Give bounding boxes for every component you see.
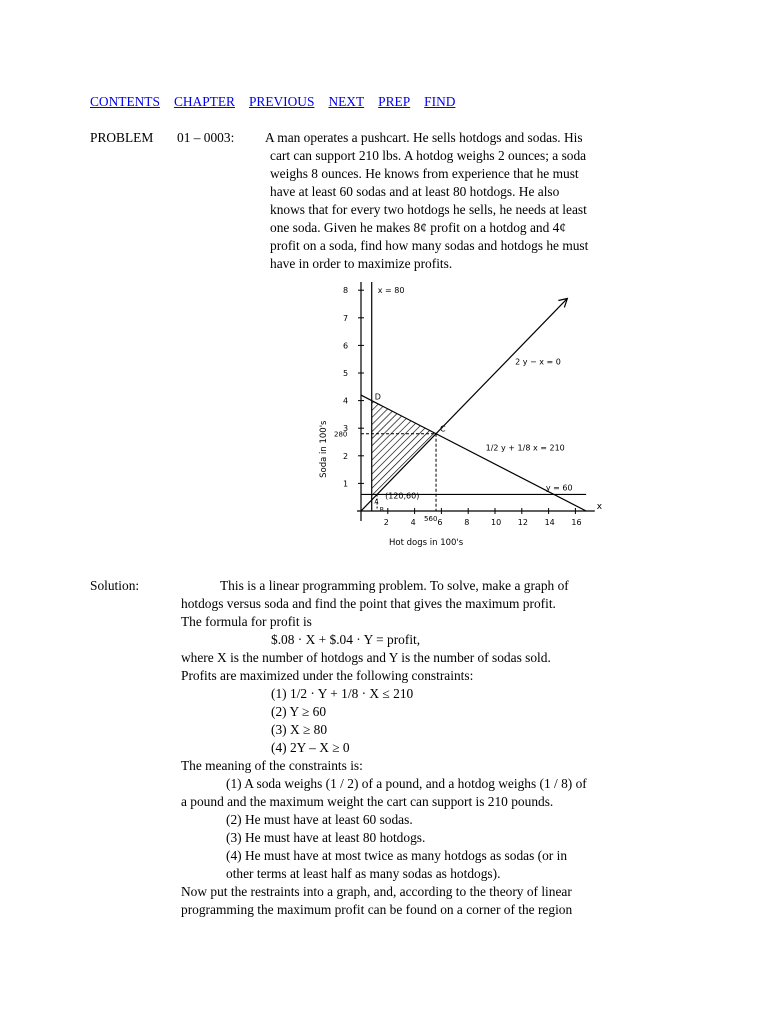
problem-line: knows that for every two hotdogs he sells, he needs at least: [270, 202, 587, 217]
y-tick-label: 8: [343, 286, 349, 296]
constraint-graph: [316, 282, 606, 562]
constraint-item: (3) X ≥ 80: [271, 722, 328, 737]
y-tick-label: 5: [343, 369, 349, 378]
meaning-line: a pound and the maximum weight the cart can support is 210 pounds.: [181, 794, 554, 809]
x-tick-label: 2: [383, 518, 389, 527]
label-weight: 1/2 y + 1/8 x = 210: [485, 443, 565, 453]
problem-line: have in order to maximize profits.: [270, 256, 453, 271]
solution-line: where X is the number of hotdogs and Y is the number of sodas sold.: [181, 650, 551, 665]
meaning-label: The meaning of the constraints is:: [181, 758, 363, 773]
nav-chapter-link[interactable]: CHAPTER: [173, 94, 235, 109]
constraint-item: (4) 2Y – X ≥ 0: [271, 740, 350, 755]
problem-number: 01 – 0003:: [177, 130, 235, 145]
problem-line: A man operates a pushcart. He sells hotdogs and sodas. His: [265, 130, 583, 145]
meaning-line: (3) He must have at least 80 hotdogs.: [226, 830, 426, 845]
meaning-line: (4) He must have at most twice as many hotdogs as sodas (or in: [226, 848, 568, 863]
closing-line: Now put the restraints into a graph, and, according to the theory of linear: [181, 884, 572, 899]
y-axis-title: Soda in 100's: [319, 420, 329, 478]
solution-label: Solution:: [90, 578, 140, 593]
constraint-item: (1) 1/2 · Y + 1/8 · X ≤ 210: [271, 686, 414, 701]
y-tick-label: 6: [343, 341, 349, 351]
x-tick-label: 6: [437, 518, 443, 527]
point-120-60-label: (120,60): [385, 491, 420, 501]
x-tick-label: 10: [491, 518, 502, 527]
nav-bar: [90, 94, 455, 110]
nav-find-link[interactable]: FIND: [424, 94, 456, 109]
point-D-label: D: [374, 392, 381, 402]
y-tick-label: 1: [343, 479, 349, 489]
problem-line: one soda. Given he makes 8¢ profit on a hotdog and 4¢: [270, 220, 567, 235]
x-tick-label: 4: [410, 518, 416, 527]
y-tick-280-label: 280: [334, 430, 348, 439]
y-tick-label: 7: [343, 313, 349, 323]
constraint-line-1: [361, 298, 567, 514]
problem-line: weighs 8 ounces. He knows from experience that he must: [270, 166, 579, 181]
x-tick-label: 16: [571, 518, 582, 527]
nav-prep-link[interactable]: PREP: [378, 94, 411, 109]
meaning-line: other terms at least half as many sodas as hotdogs).: [226, 866, 501, 881]
constraint-item: (2) Y ≥ 60: [271, 704, 327, 719]
problem-line: profit on a soda, find how many sodas and hotdogs he must: [270, 238, 589, 253]
meaning-line: (2) He must have at least 60 sodas.: [226, 812, 413, 827]
solution-line: Profits are maximized under the following constraints:: [181, 668, 474, 683]
x-tick-label: 8: [464, 518, 470, 527]
y-tick-label: 3: [343, 424, 349, 434]
x-axis-title: Hot dogs in 100's: [389, 538, 464, 548]
y-tick-label: 2: [343, 451, 349, 461]
problem-line: have at least 60 sodas and at least 80 hotdogs. He also: [270, 184, 560, 199]
problem-label: PROBLEM: [90, 130, 154, 145]
nav-contents-link[interactable]: CONTENTS: [90, 94, 160, 109]
nav-previous-link[interactable]: PREVIOUS: [248, 94, 315, 109]
label-diag: 2 y − x = 0: [515, 357, 561, 367]
label-x80: x = 80: [377, 286, 405, 296]
nav-next-link[interactable]: NEXT: [328, 94, 365, 109]
x-tick-label: 12: [517, 518, 528, 527]
solution-line: The formula for profit is: [181, 614, 312, 629]
profit-formula: $.08 · X + $.04 · Y = profit,: [271, 632, 421, 647]
point-B-label: B: [379, 506, 384, 514]
x-tick-560-label: 560: [424, 515, 438, 523]
meaning-line: (1) A soda weighs (1 / 2) of a pound, and a hotdog weighs (1 / 8) of: [226, 776, 587, 791]
y-tick-label: 4: [343, 396, 349, 406]
closing-line: programming the maximum profit can be found on a corner of the region: [181, 902, 573, 917]
feasible-region: [372, 401, 436, 500]
problem-line: cart can support 210 lbs. A hotdog weighs 2 ounces; a soda: [270, 148, 587, 163]
x-axis-letter: x: [596, 502, 603, 512]
x-tick-label: 14: [544, 518, 555, 527]
solution-line: hotdogs versus soda and find the point that gives the maximum profit.: [181, 596, 556, 611]
point-A-label: A: [374, 498, 379, 506]
solution-line: This is a linear programming problem. To solve, make a graph of: [220, 578, 569, 593]
label-y60: y = 60: [545, 483, 573, 493]
point-C-label: C: [440, 424, 446, 434]
